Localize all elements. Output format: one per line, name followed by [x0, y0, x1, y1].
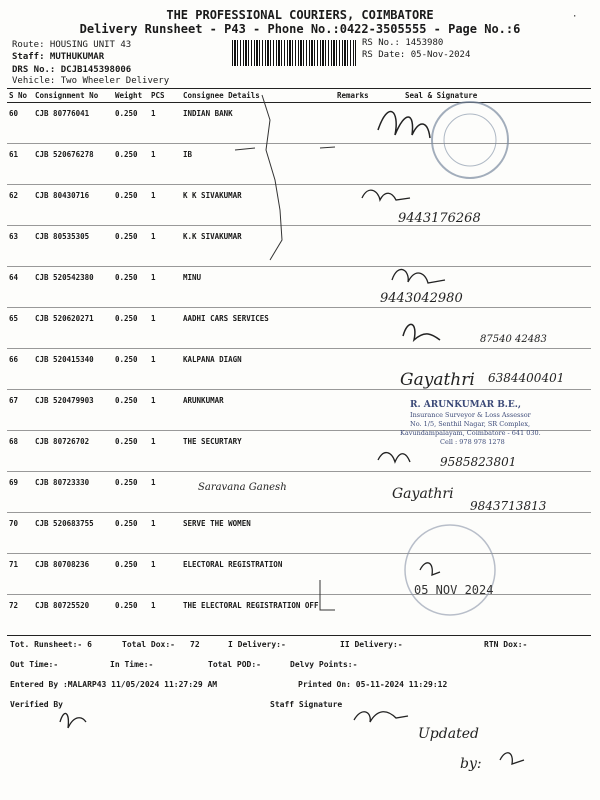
row65-signature [403, 324, 440, 340]
col-remarks: Remarks [335, 89, 391, 103]
row71-signature [420, 563, 440, 575]
row66-phone: 6384400401 [488, 371, 565, 385]
row-consignee: MINU [181, 267, 335, 308]
total-dox-label: Total Dox:- [122, 640, 175, 649]
row-pcs: 1 [149, 390, 181, 431]
row-weight: 0.250 [113, 349, 149, 390]
drs-number: DRS No.: DCJB145398006 [12, 65, 132, 75]
row-consignment: CJB 80725520 [33, 595, 113, 636]
row-weight: 0.250 [113, 554, 149, 595]
row-consignment: CJB 520683755 [33, 513, 113, 554]
row-sno: 70 [7, 513, 33, 554]
row-consignment: CJB 520415340 [33, 349, 113, 390]
row-consignee: IB [181, 144, 335, 185]
row-consignee: K K SIVAKUMAR [181, 185, 335, 226]
bank-seal-inner [444, 114, 496, 166]
row-sno: 68 [7, 431, 33, 472]
i-delivery: I Delivery:- [228, 640, 286, 649]
rs-number: RS No.: 1453980 [362, 38, 444, 48]
col-consignee: Consignee Details [181, 89, 335, 103]
row-consignee: K.K SIVAKUMAR [181, 226, 335, 267]
row-sno: 64 [7, 267, 33, 308]
row66-name: Gayathri [400, 370, 475, 390]
row-pcs: 1 [149, 267, 181, 308]
total-pod: Total POD:- [208, 660, 261, 669]
row64-phone: 9443042980 [380, 291, 463, 306]
row-weight: 0.250 [113, 103, 149, 144]
bank-seal [432, 102, 508, 178]
row-sno: 72 [7, 595, 33, 636]
row-weight: 0.250 [113, 267, 149, 308]
company-title: THE PROFESSIONAL COURIERS, COIMBATORE [166, 8, 434, 22]
date-seal [405, 525, 495, 615]
row-weight: 0.250 [113, 390, 149, 431]
out-time: Out Time:- [10, 660, 59, 669]
row-sno: 71 [7, 554, 33, 595]
row62-signature [362, 190, 410, 200]
ii-delivery: II Delivery:- [340, 640, 403, 649]
delivery-points: Delvy Points:- [290, 660, 358, 669]
row68-signature [378, 453, 410, 462]
row-sno: 62 [7, 185, 33, 226]
row-sno: 66 [7, 349, 33, 390]
row-sno: 63 [7, 226, 33, 267]
row-pcs: 1 [149, 144, 181, 185]
col-consignment: Consignment No [33, 89, 113, 103]
row-pcs: 1 [149, 226, 181, 267]
corner-mark: · [572, 12, 578, 22]
row-consignment: CJB 520676278 [33, 144, 113, 185]
row-consignee: THE SECURTARY [181, 431, 335, 472]
stamp-line1: Insurance Surveyor & Loss Assessor [410, 411, 531, 419]
entered-by: Entered By :MALARP43 11/05/2024 11:27:29 AM [10, 680, 218, 689]
col-pcs: PCS [149, 89, 181, 103]
stamp-line4: Cell : 978 978 1278 [440, 438, 505, 446]
row62-phone: 9443176268 [398, 211, 481, 226]
row-consignee: INDIAN BANK [181, 103, 335, 144]
row69-phone: 9843713813 [470, 499, 547, 513]
row-consignment: CJB 80776041 [33, 103, 113, 144]
updated-note: Updated [418, 726, 479, 742]
row-weight: 0.250 [113, 226, 149, 267]
row69-name: Saravana Ganesh [198, 482, 287, 493]
row-sno: 67 [7, 390, 33, 431]
row-weight: 0.250 [113, 472, 149, 513]
updated-by-note: by: [460, 756, 482, 772]
total-dox-value: 72 [190, 640, 200, 649]
rs-date: RS Date: 05-Nov-2024 [362, 50, 471, 60]
printed-on: Printed On: 05-11-2024 11:29:12 [298, 680, 448, 689]
row61-signature [235, 147, 335, 150]
route-label: Route: HOUSING UNIT 43 [12, 40, 132, 50]
row-weight: 0.250 [113, 308, 149, 349]
row-consignee: KALPANA DIAGN [181, 349, 335, 390]
row-pcs: 1 [149, 103, 181, 144]
row-sno: 65 [7, 308, 33, 349]
stamp-line2: No. 1/5, Senthil Nagar, SR Complex, [410, 420, 531, 428]
row-sno: 69 [7, 472, 33, 513]
staff-label: Staff: MUTHUKUMAR [12, 52, 105, 62]
row71-arrow [320, 580, 335, 610]
row-weight: 0.250 [113, 513, 149, 554]
row-pcs: 1 [149, 308, 181, 349]
in-time: In Time:- [110, 660, 154, 669]
col-sno: S No [7, 89, 33, 103]
row68-phone: 9585823801 [440, 455, 517, 469]
stamp-name: R. ARUNKUMAR B.E., [410, 400, 522, 410]
row-consignment: CJB 520620271 [33, 308, 113, 349]
rtn-dox: RTN Dox:- [484, 640, 528, 649]
row-consignee: AADHI CARS SERVICES [181, 308, 335, 349]
verified-by: Verified By [10, 700, 63, 709]
row-pcs: 1 [149, 554, 181, 595]
row60-signature [378, 111, 430, 138]
row65-phone: 87540 42483 [480, 334, 547, 345]
vehicle-label: Vehicle: Two Wheeler Delivery [12, 76, 170, 86]
row-weight: 0.250 [113, 431, 149, 472]
row-consignee: ARUNKUMAR [181, 390, 335, 431]
row-weight: 0.250 [113, 185, 149, 226]
runsheet-subtitle: Delivery Runsheet - P43 - Phone No.:0422-3505555 - Page No.:6 [79, 22, 521, 36]
row-consignment: CJB 80723330 [33, 472, 113, 513]
col-weight: Weight [113, 89, 149, 103]
row-pcs: 1 [149, 349, 181, 390]
row-consignee: THE ELECTORAL REGISTRATION OFF [181, 595, 335, 636]
verified-signature [60, 713, 86, 728]
row-consignment: CJB 80726702 [33, 431, 113, 472]
stamp-line3: Kavundampalayam, Coimbatore - 641 030. [400, 429, 541, 437]
row-pcs: 1 [149, 513, 181, 554]
row-pcs: 1 [149, 431, 181, 472]
row69-signature: Gayathri [392, 486, 454, 502]
updated-signature [500, 753, 524, 764]
row64-signature [392, 269, 445, 283]
row-consignment: CJB 80535305 [33, 226, 113, 267]
total-runsheet: Tot. Runsheet:- 6 [10, 640, 92, 649]
row-sno: 61 [7, 144, 33, 185]
row-consignment: CJB 80430716 [33, 185, 113, 226]
row-pcs: 1 [149, 472, 181, 513]
scribble-line [262, 95, 282, 260]
row-consignee: ELECTORAL REGISTRATION [181, 554, 335, 595]
row-sno: 60 [7, 103, 33, 144]
row-consignment: CJB 520479903 [33, 390, 113, 431]
row-consignment: CJB 520542380 [33, 267, 113, 308]
staff-signature-label: Staff Signature [270, 700, 343, 709]
col-seal-signature: Seal & Signature [391, 89, 591, 103]
row-consignment: CJB 80708236 [33, 554, 113, 595]
row-pcs: 1 [149, 595, 181, 636]
date-stamp: 05 NOV 2024 [414, 583, 494, 597]
row-weight: 0.250 [113, 144, 149, 185]
staff-signature-scribble [354, 712, 408, 722]
row-consignee: SERVE THE WOMEN [181, 513, 335, 554]
row-pcs: 1 [149, 185, 181, 226]
row-weight: 0.250 [113, 595, 149, 636]
